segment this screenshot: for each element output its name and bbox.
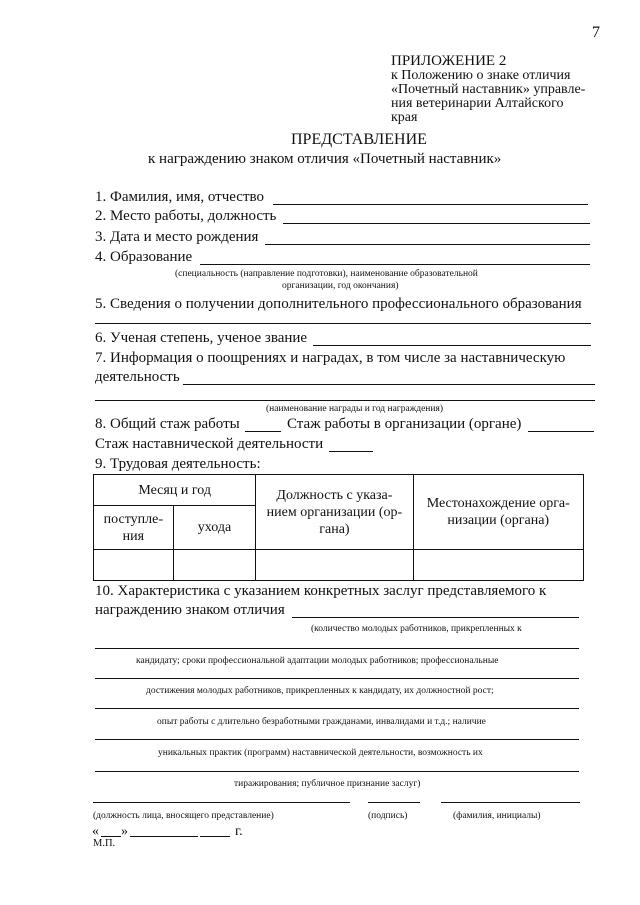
page-number: 7	[592, 24, 600, 41]
section-10-hint-4: опыт работы с длительно безработными гражданами, инвалидами и т.д.; наличие	[157, 717, 486, 727]
section-10-hint-5: уникальных практик (программ) наставнической деятельности, возможность их	[158, 748, 483, 758]
table-cell-location[interactable]	[413, 550, 583, 581]
section-10-line-3[interactable]	[95, 678, 579, 679]
appendix-line-2: «Почетный наставник» управле-	[391, 82, 586, 97]
table-header-position-line-3: гана)	[319, 521, 350, 537]
stamp-label: М.П.	[93, 838, 116, 849]
table-cell-entry[interactable]	[94, 550, 174, 581]
appendix-title: ПРИЛОЖЕНИЕ 2	[391, 53, 507, 69]
field-awards-label-2: деятельность	[95, 369, 180, 385]
section-10-heading: 10. Характеристика с указанием конкретных заслуг представляемого к	[95, 583, 547, 599]
field-additional-education-label: 5. Сведения о получении дополнительного профессионального образования	[95, 296, 582, 312]
table-header-entry-line-1: поступле-	[103, 511, 163, 527]
signature-sign-caption: (подпись)	[368, 811, 408, 821]
table-header-location-line-2: низации (органа)	[447, 513, 550, 528]
field-org-experience-label: Стаж работы в организации (органе)	[287, 416, 522, 432]
table-header-position-line-2: нием организации (ор-	[266, 504, 403, 520]
table-cell-leave[interactable]	[173, 550, 256, 581]
field-mentor-experience-line[interactable]	[329, 451, 373, 452]
signature-sign-line[interactable]	[368, 802, 420, 803]
section-10-line-4[interactable]	[95, 708, 579, 709]
field-degree-label: 6. Ученая степень, ученое звание	[95, 330, 308, 346]
work-history-table	[93, 474, 584, 581]
table-header-month-year: Месяц и год	[94, 475, 256, 506]
field-workplace-line[interactable]	[283, 223, 590, 224]
field-total-experience-label: 8. Общий стаж работы	[95, 416, 240, 432]
table-header-position	[256, 475, 413, 550]
section-10-hint-3: достижения молодых работников, прикрепленных к кандидату, их должностной рост;	[146, 686, 494, 696]
field-education-hint-2: организации, год окончания)	[282, 281, 399, 291]
section-10-line-6[interactable]	[95, 771, 579, 772]
date-day-line[interactable]	[101, 836, 121, 837]
field-full-name-line[interactable]	[273, 204, 588, 205]
table-header-entry	[94, 506, 174, 550]
appendix-line-1: к Положению о знаке отличия	[391, 68, 571, 83]
table-header-position-line-1: Должность с указа-	[276, 487, 393, 503]
table-header-location-line-1: Местонахождение орга-	[426, 496, 570, 511]
section-10-heading-2: награждению знаком отличия	[95, 602, 285, 618]
field-education-hint-1: (специальность (направление подготовки), наименование образовательной	[175, 269, 478, 279]
field-birth-line[interactable]	[265, 244, 590, 245]
field-degree-line[interactable]	[313, 345, 591, 346]
date-month-line[interactable]	[130, 836, 198, 837]
signature-name-caption: (фамилия, инициалы)	[453, 811, 541, 821]
field-education-label: 4. Образование	[95, 249, 193, 265]
field-full-name-label: 1. Фамилия, имя, отчество	[95, 189, 264, 205]
date-open-quote: «	[92, 824, 99, 839]
signature-position-caption: (должность лица, вносящего представление)	[93, 811, 274, 821]
date-year-suffix: г.	[235, 824, 243, 839]
field-awards-line-2[interactable]	[95, 400, 595, 401]
document-title: ПРЕДСТАВЛЕНИЕ	[291, 131, 427, 148]
section-10-hint-6: тиражирования; публичное признание заслуг)	[234, 779, 421, 789]
appendix-line-3: ния ветеринарии Алтайского	[391, 96, 564, 111]
signature-position-line[interactable]	[93, 802, 350, 803]
field-work-history-label: 9. Трудовая деятельность:	[95, 456, 261, 472]
field-workplace-label: 2. Место работы, должность	[95, 208, 277, 224]
field-education-line[interactable]	[200, 264, 590, 265]
date-year-line[interactable]	[200, 836, 230, 837]
section-10-hint-1: (количество молодых работников, прикрепленных к	[311, 624, 522, 634]
appendix-line-4: края	[391, 110, 418, 125]
table-cell-position[interactable]	[256, 550, 413, 581]
field-awards-hint: (наименование награды и год награждения)	[266, 404, 443, 414]
section-10-line-5[interactable]	[95, 739, 579, 740]
document-subtitle: к награждению знаком отличия «Почетный наставник»	[148, 151, 502, 167]
signature-name-line[interactable]	[441, 802, 580, 803]
table-header-entry-line-2: ния	[122, 528, 145, 544]
section-10-line-1[interactable]	[292, 617, 579, 618]
table-row	[94, 550, 584, 581]
field-mentor-experience-label: Стаж наставнической деятельности	[95, 436, 324, 452]
section-10-hint-2: кандидату; сроки профессиональной адаптации молодых работников; профессиональные	[136, 656, 499, 666]
table-header-location	[413, 475, 583, 550]
field-additional-education-line[interactable]	[95, 323, 591, 324]
field-awards-line-1[interactable]	[183, 384, 595, 385]
table-header-leave: ухода	[173, 506, 256, 550]
field-birth-label: 3. Дата и место рождения	[95, 229, 259, 245]
field-awards-label: 7. Информация о поощрениях и наградах, в том числе за наставническую	[95, 350, 566, 366]
section-10-line-2[interactable]	[95, 648, 579, 649]
field-total-experience-line[interactable]	[245, 431, 281, 432]
date-close-quote: »	[121, 824, 128, 839]
field-org-experience-line[interactable]	[528, 431, 594, 432]
